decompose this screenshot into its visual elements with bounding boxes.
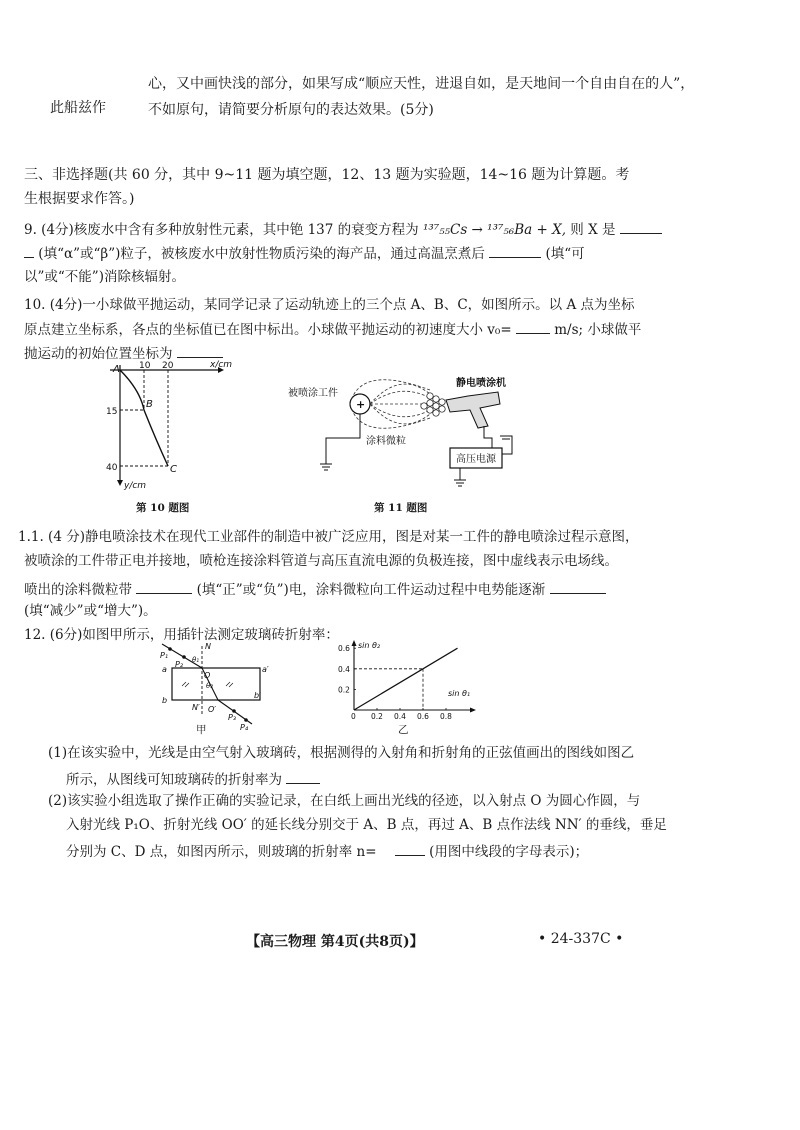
workpiece-ground-wire (326, 414, 360, 464)
ground-symbol-gun (500, 436, 512, 439)
chart-x-tick-label: 0.4 (394, 712, 406, 721)
chart-y-tick-label: 0.6 (338, 644, 350, 654)
point-a-label: A (113, 364, 120, 375)
label-a: a (162, 665, 167, 674)
figure-11-electrostatic-spray (280, 368, 520, 493)
q12-sub2-line2: 入射光线 P₁O、折射光线 OO′ 的延长线分别交于 A、B 点，再过 A、B 点作法线 NN′ 的垂线，垂足 (66, 817, 667, 833)
power-label: 高压电源 (456, 454, 496, 465)
figure-12-jia-caption: 甲 (196, 724, 207, 736)
chart-x-tick-label: 0.2 (371, 712, 383, 721)
label-n-prime: N′ (192, 703, 200, 712)
y-axis-label: y/cm (124, 481, 147, 491)
label-p2: P₂ (175, 660, 184, 669)
x-tick-20: 20 (162, 361, 174, 371)
chart-y-tick-label: 0.2 (338, 685, 350, 695)
q12-blank-refractive-index[interactable] (286, 770, 320, 784)
figure-10-caption: 第 10 题图 (136, 502, 190, 514)
figure-12-yi-caption: 乙 (398, 724, 409, 736)
ground-symbol-left (320, 464, 332, 470)
point-c-label: C (170, 464, 177, 475)
label-p3: P₃ (228, 713, 237, 722)
trajectory-curve (120, 370, 168, 466)
q12-sub1-line1: (1)在该实验中，光线是由空气射入玻璃砖，根据测得的入射角和折射角的正弦值画出的图线如图乙 (48, 745, 635, 761)
y-axis-arrow (117, 480, 123, 486)
y-tick-40: 40 (106, 463, 118, 473)
q10-line2: 原点建立坐标系，各点的坐标值已在图中标出。小球做平抛运动的初速度大小 v₀= m/s; 小球做平 (24, 322, 642, 338)
q9-line2: (填“α”或“β”)粒子，被核废水中放射性物质污染的海产品，通过高温烹煮后 (填“可 (24, 244, 585, 263)
q9-blank-1[interactable] (620, 220, 662, 234)
q10-blank-v0[interactable] (516, 320, 550, 334)
particles-label: 涂料微粒 (366, 436, 406, 447)
intro-line1: 心，又中画快浅的部分，如果写成“顺应天性，进退自如，是天地间一个自由自在的人”， (148, 76, 695, 92)
label-b: b (162, 696, 168, 705)
chart-x-tick-label: 0.6 (417, 712, 429, 721)
chart-y-tick-label: 0.4 (338, 664, 350, 674)
gun-to-power-wire (484, 426, 492, 448)
label-theta1: θ₁ (192, 656, 200, 664)
q11-blank-charge[interactable] (136, 580, 192, 594)
q12-blank-formula[interactable] (395, 842, 425, 856)
chart-x-tick-label: 0 (351, 712, 356, 721)
footer-code: • 24-337C • (538, 931, 624, 947)
intro-line2: 不如原句，请简要分析原句的表达效果。(5分) (148, 102, 434, 118)
label-b-prime: b′ (254, 691, 261, 700)
x-tick-10: 10 (139, 361, 151, 371)
figure-12-jia-glass-brick (148, 640, 273, 732)
section-heading-line1: 三、非选择题(共 60 分，其中 9~11 题为填空题，12、13 题为实验题，14~16 题为计算题。考 (24, 167, 630, 183)
q12-sub2-line1: (2)该实验小组选取了操作正确的实验记录，在白纸上画出光线的径迹，以入射点 O 为圆心作圆，与 (48, 793, 641, 809)
q12-line1: 12. (6分)如图甲所示，用插针法测定玻璃砖折射率： (24, 627, 339, 643)
q9-blank-1-continued[interactable] (24, 244, 34, 258)
q12-sub2-line3: 分别为 C、D 点，如图丙所示，则玻璃的折射率 n= (用图中线段的字母表示)； (66, 844, 589, 860)
q12-sub1-line2: 所示，从图线可知玻璃砖的折射率为 (66, 770, 320, 789)
chart-y-axis-arrow (352, 640, 357, 646)
workpiece-plus-sign: + (356, 398, 366, 411)
q10-line3: 抛运动的初始位置坐标为 (24, 344, 223, 363)
spray-gun-body (446, 392, 500, 428)
label-a-prime: a′ (262, 665, 269, 674)
figure-10-trajectory (100, 360, 240, 495)
q9-blank-2[interactable] (489, 244, 541, 258)
label-o-prime: O′ (208, 705, 217, 714)
chart-series-line (354, 648, 458, 710)
label-theta2: θ₂ (206, 682, 214, 690)
chart-x-axis-arrow (470, 708, 476, 713)
intro-side-label: 此船兹作 (50, 100, 106, 116)
point-b-label: B (146, 399, 153, 410)
figure-11-caption: 第 11 题图 (374, 502, 428, 514)
x-axis-label: x/cm (210, 360, 233, 370)
q11-blank-potential-energy[interactable] (550, 580, 606, 594)
label-p4: P₄ (240, 723, 249, 732)
q11-line3: 喷出的涂料微粒带 (填“正”或“负”)电，涂料微粒向工件运动过程中电势能逐渐 (24, 580, 606, 599)
label-o: O (204, 671, 211, 680)
q9-line3: 以”或“不能”)消除核辐射。 (24, 269, 185, 285)
decay-equation: ¹³⁷₅₅Cs → ¹³⁷₅₆Ba + X, (422, 222, 566, 238)
workpiece-label: 被喷涂工件 (288, 388, 338, 399)
label-n: N (205, 642, 211, 651)
section-heading-line2: 生根据要求作答。) (24, 191, 135, 207)
q11-line4: (填“减少”或“增大”)。 (24, 603, 157, 619)
label-p1: P₁ (160, 651, 169, 660)
sprayer-label: 静电喷涂机 (456, 378, 506, 389)
footer-page-label: 【高三物理 第4页(共8页)】 (246, 934, 424, 950)
q11-line1: 1.1. (4 分)静电喷涂技术在现代工业部件的制造中被广泛应用，图是对某一工件的静电喷涂过程示意图， (18, 529, 639, 545)
ground-symbol-right (454, 480, 466, 486)
q9-line1: 9. (4分)核废水中含有多种放射性元素，其中铯 137 的衰变方程为 ¹³⁷₅₅Cs → ¹³⁷₅₆Ba + X, 则 X 是 (24, 220, 662, 239)
figure-12-yi-chart (330, 640, 480, 720)
q11-line2: 被喷涂的工件带正电并接地，喷枪连接涂料管道与高压直流电源的负极连接，图中虚线表示电场线。 (24, 553, 618, 569)
y-tick-15: 15 (106, 407, 118, 417)
q10-blank-initial-position[interactable] (177, 344, 223, 358)
chart-y-axis-label: sin θ₂ (358, 641, 381, 650)
chart-x-axis-label: sin θ₁ (448, 689, 471, 698)
chart-x-tick-label: 0.8 (440, 712, 452, 721)
q10-line1: 10. (4分)一小球做平抛运动，某同学记录了运动轨迹上的三个点 A、B、C，如图所示。以 A 点为坐标 (24, 297, 635, 313)
